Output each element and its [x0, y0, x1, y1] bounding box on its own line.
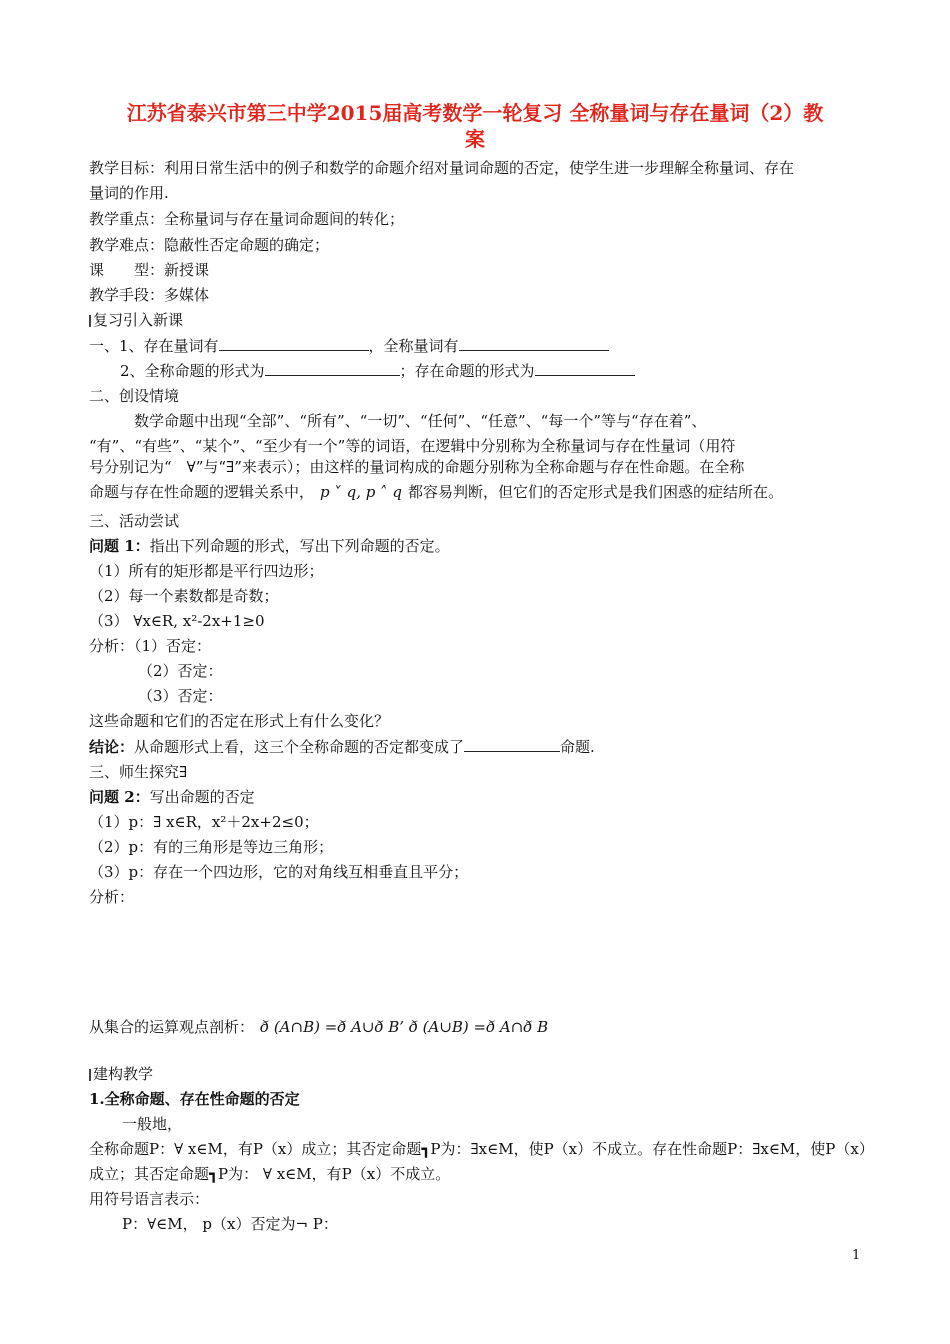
page-number: 1: [852, 1248, 861, 1263]
answer-blank: [464, 737, 560, 752]
problem-1-analysis-2: （2）否定：: [138, 662, 223, 680]
de-morgan-formula: ð (A∩B) =ð A∪ð B’ ð (A∪B) =ð A∩ð B: [260, 1018, 549, 1036]
negation-general: 一般地，: [122, 1115, 183, 1133]
teaching-tools: 教学手段：多媒体: [89, 286, 210, 304]
answer-blank: [459, 336, 609, 351]
problem-1-item-3: （3） ∀x∈R, x²-2x+1≥0: [89, 612, 265, 630]
negation-line-2: 成立；其否定命题┓P为： ∀ x∈M，有P（x）不成立。: [89, 1165, 451, 1183]
build-heading-text: 建构教学: [93, 1065, 154, 1083]
problem-2: [89, 787, 255, 807]
problem-1-text: 指出下列命题的形式，写出下列命题的否定。: [149, 537, 450, 555]
conclusion: [89, 737, 595, 757]
section-3-heading: 三、活动尝试: [89, 512, 180, 530]
build-heading: [89, 1064, 153, 1084]
section-4-heading: 三、师生探究∃: [89, 763, 188, 781]
negation-line-1: 全称命题P：∀ x∈M，有P（x）成立；其否定命题┓P为：∃x∈M，使P（x）不成立。存在性命题P：∃x∈M，使P（x）: [89, 1140, 874, 1158]
symbolic-language: 用符号语言表示：: [89, 1190, 210, 1208]
conclusion-text-b: 命题.: [560, 738, 595, 756]
teaching-goal-line-2: 量词的作用.: [89, 184, 169, 202]
section-2-heading: 二、创设情境: [89, 387, 180, 405]
problem-1-item-1: （1）所有的矩形都是平行四边形；: [89, 562, 324, 580]
review-question-2: [120, 361, 635, 381]
set-operations-label: 从集合的运算观点剖析：: [89, 1018, 255, 1036]
title-line-1: 江苏省泰兴市第三中学2015届高考数学一轮复习 全称量词与存在量词（2）教: [126, 101, 824, 125]
answer-blank: [535, 361, 635, 376]
lesson-type: 课 型：新授课: [89, 261, 210, 279]
review-q2-text-a: 2、全称命题的形式为: [120, 362, 265, 380]
problem-1-item-2: （2）每一个素数都是奇数；: [89, 587, 279, 605]
conclusion-text-a: 从命题形式上看，这三个全称命题的否定都变成了: [134, 738, 465, 756]
section-marker-icon: [89, 315, 91, 327]
negation-heading: 1.全称命题、存在性命题的否定: [89, 1090, 300, 1108]
answer-blank: [265, 361, 400, 376]
review-heading: [89, 310, 183, 330]
review-q1-text-a: 一、1、存在量词有: [89, 337, 219, 355]
scenario-line-4-a: 命题与存在性命题的逻辑关系中，: [89, 483, 315, 501]
problem-2-item-2: （2）p：有的三角形是等边三角形；: [89, 838, 334, 856]
problem-2-text: 写出命题的否定: [149, 788, 255, 806]
section-marker-icon: [89, 1069, 91, 1081]
symbolic-formula: P：∀∈M， p（x）否定为¬ P：: [122, 1215, 338, 1233]
problem-2-analysis: 分析：: [89, 888, 135, 906]
review-q2-text-b: ；存在命题的形式为: [399, 362, 535, 380]
problem-2-item-3: （3）p：存在一个四边形，它的对角线互相垂直且平分；: [89, 863, 469, 881]
problem-2-item-1: （1）p：∃ x∈R，x²＋2x+2≤0；: [89, 813, 319, 831]
document-title: [80, 100, 870, 152]
teaching-goal-line-1: 教学目标：利用日常生活中的例子和数学的命题介绍对量词命题的否定，使学生进一步理解全称量词、存在: [89, 159, 795, 177]
answer-blank: [219, 336, 369, 351]
scenario-line-1: 数学命题中出现“全部”、“所有”、“一切”、“任何”、“任意”、“每一个”等与“存在着”、: [134, 412, 707, 430]
title-line-2: 案: [465, 127, 485, 151]
problem-1-analysis-1: 分析：（1）否定：: [89, 637, 212, 655]
review-question-1: [89, 336, 609, 356]
problem-1-question: 这些命题和它们的否定在形式上有什么变化？: [89, 712, 390, 730]
scenario-line-4: [89, 482, 783, 502]
logic-formula: p ˅ q, p ˄ q: [320, 483, 403, 501]
problem-1-label: 问题 1：: [89, 537, 150, 555]
set-operations: [89, 1017, 548, 1037]
scenario-line-3: 号分别记为“ ∀”与“∃”来表示）；由这样的量词构成的命题分别称为全称命题与存在性命题。在全称: [89, 458, 745, 476]
scenario-line-2: “有”、“有些”、“某个”、“至少有一个”等的词语，在逻辑中分别称为全称量词与存在性量词（用符: [89, 437, 736, 455]
problem-2-label: 问题 2：: [89, 788, 150, 806]
review-heading-text: 复习引入新课: [93, 311, 184, 329]
review-q1-text-b: ，全称量词有: [368, 337, 459, 355]
problem-1-analysis-3: （3）否定：: [138, 687, 223, 705]
problem-1: [89, 536, 450, 556]
scenario-line-4-b: 都容易判断，但它们的否定形式是我们困惑的症结所在。: [408, 483, 784, 501]
conclusion-label: 结论：: [89, 738, 135, 756]
key-point: 教学重点：全称量词与存在量词命题间的转化；: [89, 210, 405, 228]
difficulty: 教学难点：隐蔽性否定命题的确定；: [89, 236, 330, 254]
